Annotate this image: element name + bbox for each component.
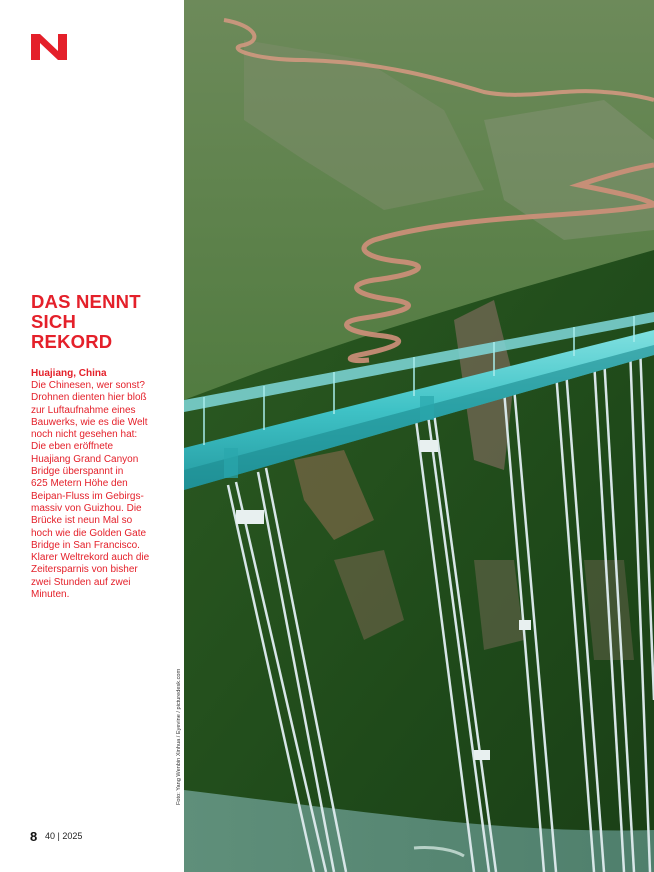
headline-line: SICH xyxy=(31,311,76,332)
body-line: Beipan-Fluss im Gebirgs- xyxy=(31,490,144,502)
body-line: Zeitersparnis von bisher xyxy=(31,564,138,576)
bridge-photo xyxy=(184,0,654,872)
body-line: Drohnen dienten hier bloß xyxy=(31,392,147,404)
text-column xyxy=(0,0,184,872)
dateline: Huajiang, China xyxy=(31,368,107,379)
body-line: Klarer Weltrekord auch die xyxy=(31,552,150,564)
magazine-logo xyxy=(31,34,67,60)
body-line: hoch wie die Golden Gate xyxy=(31,527,147,539)
body-line: massiv von Guizhou. Die xyxy=(31,502,142,514)
logo-n-shape xyxy=(31,34,67,60)
body-line: zur Luftaufnahme eines xyxy=(31,404,136,416)
photo-credit: Foto: Yang Wenbin Xinhua / Eyevine / picturedesk.com xyxy=(176,668,182,805)
headline xyxy=(31,292,171,352)
body-line: 625 Metern Höhe den xyxy=(31,478,128,490)
body-line: zwei Stunden auf zwei xyxy=(31,576,131,588)
body-line: Huajiang Grand Canyon xyxy=(31,453,139,465)
headline-line: REKORD xyxy=(31,331,113,352)
article-body xyxy=(31,380,159,601)
body-line: Minuten. xyxy=(31,589,70,601)
body-line: Bridge in San Francisco. xyxy=(31,539,140,551)
headline-line: DAS NENNT xyxy=(31,291,141,312)
body-line: Die eben eröffnete xyxy=(31,441,114,453)
body-line: Bridge überspannt in xyxy=(31,466,124,478)
body-line: Die Chinesen, wer sonst? xyxy=(31,380,145,391)
page-number: 8 xyxy=(30,829,38,844)
body-line: Bauwerks, wie es die Welt xyxy=(31,416,148,428)
body-line: Brücke ist neun Mal so xyxy=(31,515,133,527)
issue-number: 40 | 2025 xyxy=(45,831,83,841)
body-line: noch nicht gesehen hat: xyxy=(31,429,138,441)
